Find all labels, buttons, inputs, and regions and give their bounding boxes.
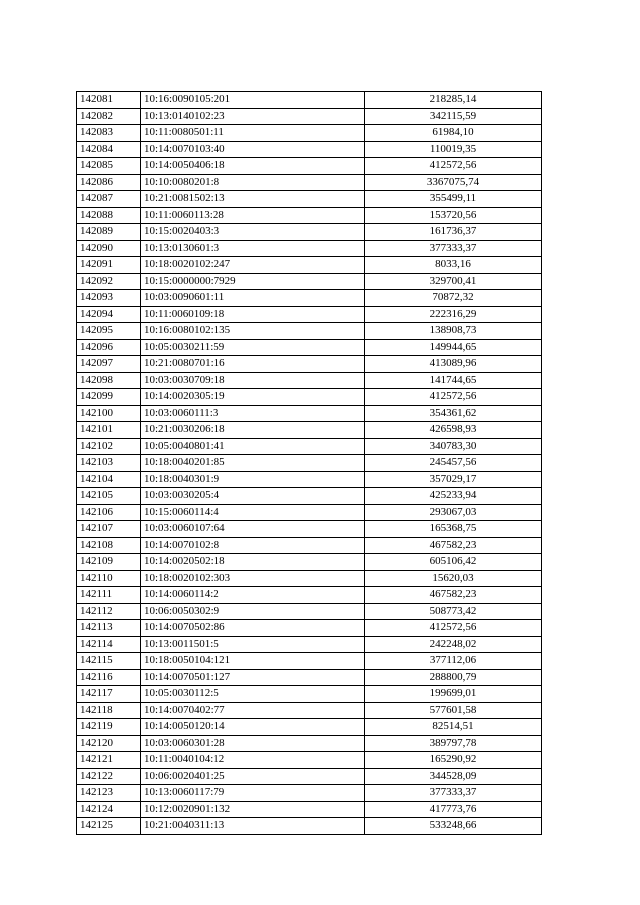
table-row xyxy=(77,768,542,785)
cadastral-number-cell: 10:11:0040104:12 xyxy=(141,752,365,769)
record-number-cell: 142090 xyxy=(77,240,141,257)
amount-cell: 508773,42 xyxy=(365,603,542,620)
amount-cell: 389797,78 xyxy=(365,735,542,752)
record-number-cell: 142081 xyxy=(77,92,141,109)
amount-cell: 82514,51 xyxy=(365,719,542,736)
amount-cell: 357029,17 xyxy=(365,471,542,488)
amount-cell: 417773,76 xyxy=(365,801,542,818)
record-number-cell: 142084 xyxy=(77,141,141,158)
amount-cell: 344528,09 xyxy=(365,768,542,785)
amount-cell: 377333,37 xyxy=(365,240,542,257)
amount-cell: 165368,75 xyxy=(365,521,542,538)
cadastral-number-cell: 10:03:0030709:18 xyxy=(141,372,365,389)
cadastral-number-cell: 10:18:0040201:85 xyxy=(141,455,365,472)
cadastral-number-cell: 10:03:0060111:3 xyxy=(141,405,365,422)
table-row xyxy=(77,174,542,191)
record-number-cell: 142107 xyxy=(77,521,141,538)
cadastral-number-cell: 10:05:0040801:41 xyxy=(141,438,365,455)
table-row xyxy=(77,438,542,455)
table-body xyxy=(77,92,542,835)
record-number-cell: 142083 xyxy=(77,125,141,142)
record-number-cell: 142100 xyxy=(77,405,141,422)
amount-cell: 293067,03 xyxy=(365,504,542,521)
record-number-cell: 142122 xyxy=(77,768,141,785)
record-number-cell: 142105 xyxy=(77,488,141,505)
cadastral-number-cell: 10:13:0140102:23 xyxy=(141,108,365,125)
cadastral-number-cell: 10:14:0050120:14 xyxy=(141,719,365,736)
cadastral-number-cell: 10:10:0080201:8 xyxy=(141,174,365,191)
record-number-cell: 142087 xyxy=(77,191,141,208)
record-number-cell: 142118 xyxy=(77,702,141,719)
table-row xyxy=(77,372,542,389)
cadastral-number-cell: 10:11:0060113:28 xyxy=(141,207,365,224)
record-number-cell: 142086 xyxy=(77,174,141,191)
amount-cell: 329700,41 xyxy=(365,273,542,290)
amount-cell: 245457,56 xyxy=(365,455,542,472)
cadastral-number-cell: 10:06:0050302:9 xyxy=(141,603,365,620)
table-row xyxy=(77,158,542,175)
amount-cell: 15620,03 xyxy=(365,570,542,587)
amount-cell: 242248,02 xyxy=(365,636,542,653)
table-row xyxy=(77,488,542,505)
cadastral-number-cell: 10:15:0000000:7929 xyxy=(141,273,365,290)
record-number-cell: 142097 xyxy=(77,356,141,373)
cadastral-number-cell: 10:05:0030211:59 xyxy=(141,339,365,356)
table-row xyxy=(77,719,542,736)
cadastral-number-cell: 10:21:0040311:13 xyxy=(141,818,365,835)
table-row xyxy=(77,669,542,686)
amount-cell: 3367075,74 xyxy=(365,174,542,191)
table-row xyxy=(77,537,542,554)
table-row xyxy=(77,207,542,224)
cadastral-number-cell: 10:03:0090601:11 xyxy=(141,290,365,307)
amount-cell: 138908,73 xyxy=(365,323,542,340)
amount-cell: 355499,11 xyxy=(365,191,542,208)
table-row xyxy=(77,504,542,521)
record-number-cell: 142110 xyxy=(77,570,141,587)
cadastral-number-cell: 10:14:0020502:18 xyxy=(141,554,365,571)
record-number-cell: 142123 xyxy=(77,785,141,802)
table-row xyxy=(77,141,542,158)
amount-cell: 412572,56 xyxy=(365,620,542,637)
amount-cell: 413089,96 xyxy=(365,356,542,373)
amount-cell: 8033,16 xyxy=(365,257,542,274)
table-row xyxy=(77,455,542,472)
table-row xyxy=(77,471,542,488)
data-table xyxy=(76,91,542,835)
amount-cell: 110019,35 xyxy=(365,141,542,158)
record-number-cell: 142095 xyxy=(77,323,141,340)
table-row xyxy=(77,240,542,257)
cadastral-number-cell: 10:13:0130601:3 xyxy=(141,240,365,257)
record-number-cell: 142088 xyxy=(77,207,141,224)
cadastral-number-cell: 10:13:0060117:79 xyxy=(141,785,365,802)
amount-cell: 425233,94 xyxy=(365,488,542,505)
amount-cell: 354361,62 xyxy=(365,405,542,422)
cadastral-number-cell: 10:14:0060114:2 xyxy=(141,587,365,604)
amount-cell: 467582,23 xyxy=(365,537,542,554)
table-row xyxy=(77,752,542,769)
record-number-cell: 142099 xyxy=(77,389,141,406)
amount-cell: 412572,56 xyxy=(365,389,542,406)
cadastral-number-cell: 10:15:0020403:3 xyxy=(141,224,365,241)
cadastral-number-cell: 10:16:0080102:135 xyxy=(141,323,365,340)
table-row xyxy=(77,554,542,571)
record-number-cell: 142108 xyxy=(77,537,141,554)
record-number-cell: 142111 xyxy=(77,587,141,604)
cadastral-number-cell: 10:11:0080501:11 xyxy=(141,125,365,142)
table-row xyxy=(77,125,542,142)
table-row xyxy=(77,191,542,208)
record-number-cell: 142085 xyxy=(77,158,141,175)
table-row xyxy=(77,389,542,406)
cadastral-number-cell: 10:21:0030206:18 xyxy=(141,422,365,439)
cadastral-number-cell: 10:14:0020305:19 xyxy=(141,389,365,406)
amount-cell: 288800,79 xyxy=(365,669,542,686)
cadastral-number-cell: 10:03:0060301:28 xyxy=(141,735,365,752)
record-number-cell: 142102 xyxy=(77,438,141,455)
table-row xyxy=(77,323,542,340)
record-number-cell: 142106 xyxy=(77,504,141,521)
table-row xyxy=(77,257,542,274)
table-row xyxy=(77,108,542,125)
record-number-cell: 142120 xyxy=(77,735,141,752)
cadastral-number-cell: 10:14:0070402:77 xyxy=(141,702,365,719)
table-row xyxy=(77,785,542,802)
cadastral-number-cell: 10:21:0081502:13 xyxy=(141,191,365,208)
amount-cell: 153720,56 xyxy=(365,207,542,224)
amount-cell: 149944,65 xyxy=(365,339,542,356)
cadastral-number-cell: 10:03:0030205:4 xyxy=(141,488,365,505)
cadastral-number-cell: 10:14:0070502:86 xyxy=(141,620,365,637)
cadastral-number-cell: 10:13:0011501:5 xyxy=(141,636,365,653)
amount-cell: 161736,37 xyxy=(365,224,542,241)
table-row xyxy=(77,405,542,422)
table-row xyxy=(77,620,542,637)
amount-cell: 70872,32 xyxy=(365,290,542,307)
record-number-cell: 142121 xyxy=(77,752,141,769)
table-row xyxy=(77,422,542,439)
record-number-cell: 142093 xyxy=(77,290,141,307)
table-row xyxy=(77,587,542,604)
record-number-cell: 142114 xyxy=(77,636,141,653)
record-number-cell: 142117 xyxy=(77,686,141,703)
amount-cell: 342115,59 xyxy=(365,108,542,125)
table-row xyxy=(77,290,542,307)
record-number-cell: 142113 xyxy=(77,620,141,637)
cadastral-number-cell: 10:16:0090105:201 xyxy=(141,92,365,109)
table-row xyxy=(77,224,542,241)
cadastral-number-cell: 10:18:0050104:121 xyxy=(141,653,365,670)
table-row xyxy=(77,306,542,323)
record-number-cell: 142112 xyxy=(77,603,141,620)
amount-cell: 222316,29 xyxy=(365,306,542,323)
record-number-cell: 142089 xyxy=(77,224,141,241)
amount-cell: 340783,30 xyxy=(365,438,542,455)
record-number-cell: 142104 xyxy=(77,471,141,488)
record-number-cell: 142082 xyxy=(77,108,141,125)
amount-cell: 577601,58 xyxy=(365,702,542,719)
record-number-cell: 142091 xyxy=(77,257,141,274)
record-number-cell: 142116 xyxy=(77,669,141,686)
record-number-cell: 142098 xyxy=(77,372,141,389)
cadastral-number-cell: 10:18:0040301:9 xyxy=(141,471,365,488)
cadastral-number-cell: 10:18:0020102:247 xyxy=(141,257,365,274)
amount-cell: 165290,92 xyxy=(365,752,542,769)
cadastral-number-cell: 10:11:0060109:18 xyxy=(141,306,365,323)
table-row xyxy=(77,735,542,752)
cadastral-number-cell: 10:14:0070103:40 xyxy=(141,141,365,158)
amount-cell: 141744,65 xyxy=(365,372,542,389)
cadastral-number-cell: 10:21:0080701:16 xyxy=(141,356,365,373)
amount-cell: 377333,37 xyxy=(365,785,542,802)
table-row xyxy=(77,801,542,818)
record-number-cell: 142109 xyxy=(77,554,141,571)
amount-cell: 199699,01 xyxy=(365,686,542,703)
amount-cell: 61984,10 xyxy=(365,125,542,142)
table-row xyxy=(77,653,542,670)
cadastral-number-cell: 10:14:0050406:18 xyxy=(141,158,365,175)
table-row xyxy=(77,702,542,719)
table-row xyxy=(77,818,542,835)
table-row xyxy=(77,92,542,109)
cadastral-number-cell: 10:05:0030112:5 xyxy=(141,686,365,703)
table-row xyxy=(77,636,542,653)
amount-cell: 467582,23 xyxy=(365,587,542,604)
amount-cell: 533248,66 xyxy=(365,818,542,835)
record-number-cell: 142115 xyxy=(77,653,141,670)
cadastral-number-cell: 10:14:0070102:8 xyxy=(141,537,365,554)
cadastral-number-cell: 10:15:0060114:4 xyxy=(141,504,365,521)
table-row xyxy=(77,570,542,587)
amount-cell: 377112,06 xyxy=(365,653,542,670)
cadastral-number-cell: 10:12:0020901:132 xyxy=(141,801,365,818)
table-row xyxy=(77,339,542,356)
table-row xyxy=(77,521,542,538)
record-number-cell: 142101 xyxy=(77,422,141,439)
amount-cell: 605106,42 xyxy=(365,554,542,571)
cadastral-number-cell: 10:06:0020401:25 xyxy=(141,768,365,785)
table-row xyxy=(77,686,542,703)
record-number-cell: 142124 xyxy=(77,801,141,818)
record-number-cell: 142103 xyxy=(77,455,141,472)
amount-cell: 426598,93 xyxy=(365,422,542,439)
record-number-cell: 142119 xyxy=(77,719,141,736)
cadastral-number-cell: 10:18:0020102:303 xyxy=(141,570,365,587)
record-number-cell: 142096 xyxy=(77,339,141,356)
record-number-cell: 142094 xyxy=(77,306,141,323)
table-row xyxy=(77,603,542,620)
amount-cell: 218285,14 xyxy=(365,92,542,109)
cadastral-number-cell: 10:03:0060107:64 xyxy=(141,521,365,538)
table-row xyxy=(77,273,542,290)
amount-cell: 412572,56 xyxy=(365,158,542,175)
record-number-cell: 142125 xyxy=(77,818,141,835)
cadastral-number-cell: 10:14:0070501:127 xyxy=(141,669,365,686)
record-number-cell: 142092 xyxy=(77,273,141,290)
table-row xyxy=(77,356,542,373)
